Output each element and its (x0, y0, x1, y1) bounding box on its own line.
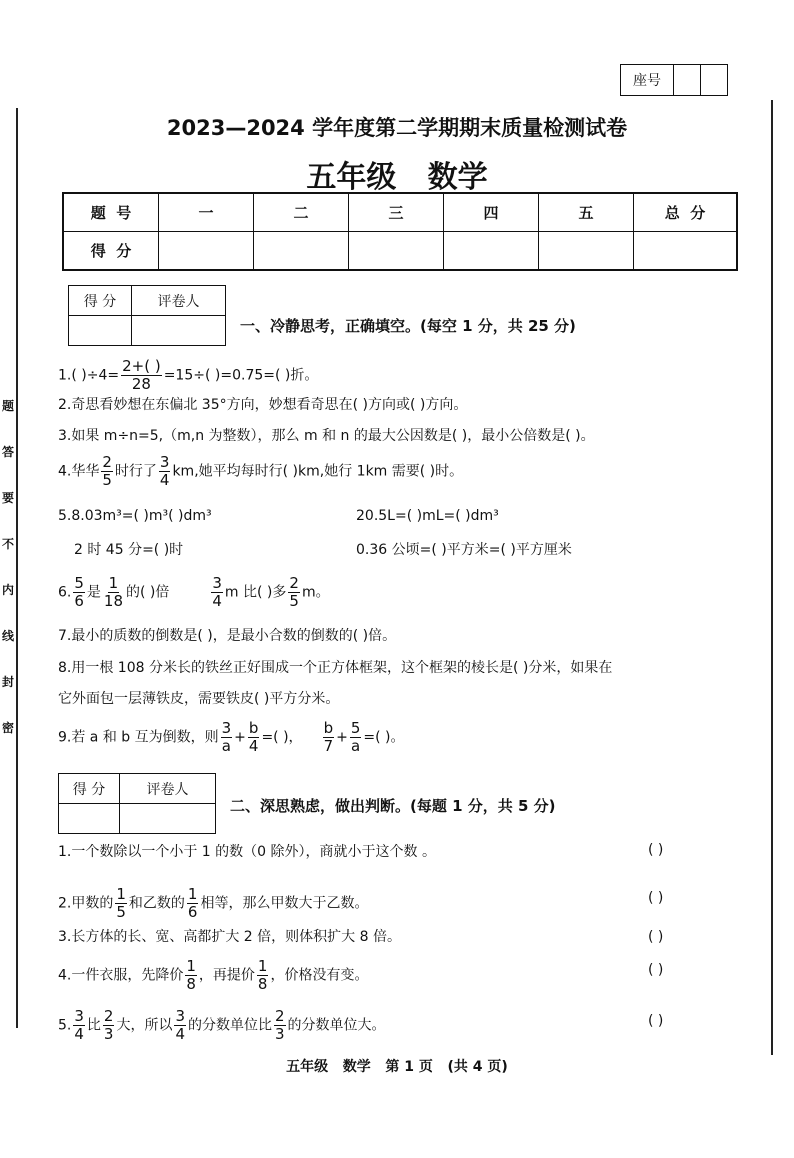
binding-line-left (16, 108, 18, 1028)
grader-name-cell[interactable] (132, 316, 226, 346)
score-cell[interactable] (444, 232, 539, 271)
answer-paren-2-1[interactable]: ( ) (648, 842, 664, 858)
question-1-1: 1.( )÷4= $\frac{2+( )}{28}$ =15÷( )=0.75=( )折。 (58, 357, 319, 393)
question-1-3: 3.如果 m÷n=5,（m,n 为整数），那么 m 和 n 的最大公因数是( )，最小公倍数是( )。 (58, 428, 595, 444)
question-2-1: 1.一个数除以一个小于 1 的数（0 除外），商就小于这个数 。 (58, 844, 436, 860)
grader-box-1 (68, 285, 226, 346)
page-footer: 五年级 数学 第 1 页 (共 4 页) (286, 1059, 508, 1075)
grader-box-2 (58, 773, 216, 834)
answer-paren-2-4[interactable]: ( ) (648, 962, 664, 978)
question-1-5b-right: 0.36 公顷=( )平方米=( )平方厘米 (356, 542, 572, 558)
score-header-3: 三 (349, 193, 444, 232)
section1-heading: 一、冷静思考，正确填空。(每空 1 分，共 25 分) (240, 317, 576, 335)
seat-label: 座号 (621, 65, 674, 95)
grader-name-label: 评卷人 (120, 774, 216, 804)
score-row-label: 得 分 (63, 232, 159, 271)
score-cell[interactable] (539, 232, 634, 271)
score-header-total: 总 分 (634, 193, 738, 232)
score-cell[interactable] (634, 232, 738, 271)
score-header-5: 五 (539, 193, 634, 232)
question-1-5a-left: 5.8.03m³=( )m³( )dm³ (58, 508, 212, 524)
question-2-2: 2.甲数的 $\frac{1}{5}$ 和乙数的 $\frac{1}{6}$ 相等，那么甲数大于乙数。 (58, 885, 369, 921)
score-header-1: 一 (159, 193, 254, 232)
exam-subtitle: 五年级 数学 (306, 160, 488, 195)
score-table (62, 192, 738, 271)
section2-heading: 二、深思熟虑，做出判断。(每题 1 分，共 5 分) (230, 797, 556, 815)
question-1-2: 2.奇思看妙想在东偏北 35°方向，妙想看奇思在( )方向或( )方向。 (58, 397, 468, 413)
grader-name-cell[interactable] (120, 804, 216, 834)
binding-line-right (771, 100, 773, 1055)
question-2-3: 3.长方体的长、宽、高都扩大 2 倍，则体积扩大 8 倍。 (58, 929, 401, 945)
grader-score-cell[interactable] (69, 316, 132, 346)
answer-paren-2-2[interactable]: ( ) (648, 890, 664, 906)
question-1-5b-left: 2 时 45 分=( )时 (74, 542, 184, 558)
exam-title: 2023—2024 学年度第二学期期末质量检测试卷 (166, 116, 628, 140)
grader-score-cell[interactable] (59, 804, 120, 834)
score-header-4: 四 (444, 193, 539, 232)
question-1-4: 4.华华 $\frac{2}{5}$ 时行了 $\frac{3}{4}$ km,她平均每时行( )km,她行 1km 需要( )时。 (58, 453, 464, 489)
score-cell[interactable] (349, 232, 444, 271)
score-cell[interactable] (159, 232, 254, 271)
answer-paren-2-5[interactable]: ( ) (648, 1013, 664, 1029)
question-2-4: 4.一件衣服，先降价 $\frac{1}{8}$ ，再提价 $\frac{1}{8}$ ，价格没有变。 (58, 957, 369, 993)
question-1-5a-right: 20.5L=( )mL=( )dm³ (356, 508, 499, 524)
seat-number-box[interactable] (620, 64, 728, 96)
score-header-number: 题 号 (63, 193, 159, 232)
score-cell[interactable] (254, 232, 349, 271)
question-1-7: 7.最小的质数的倒数是( )，是最小合数的倒数的( )倍。 (58, 628, 397, 644)
seat-cell-1[interactable] (674, 65, 701, 95)
grader-score-label: 得 分 (59, 774, 120, 804)
question-1-9: 9.若 a 和 b 互为倒数，则 $\frac{3}{a}$ + $\frac{b}{4}$ =( )， $\frac{b}{7}$ + $\frac{5}{a}$ =( )。 (58, 719, 405, 755)
question-1-6: 6. $\frac{5}{6}$ 是 $\frac{1}{18}$ 的( )倍 $\frac{3}{4}$ m 比( )多 $\frac{2}{5}$ m。 (58, 574, 330, 610)
seat-cell-2[interactable] (701, 65, 727, 95)
binding-warning-text: 题 答 要 不 内 线 封 密 (1, 399, 14, 735)
grader-score-label: 得 分 (69, 286, 132, 316)
question-2-5: 5. $\frac{3}{4}$ 比 $\frac{2}{3}$ 大，所以 $\frac{3}{4}$ 的分数单位比 $\frac{2}{3}$ 的分数单位大。 (58, 1007, 386, 1043)
question-1-8b: 它外面包一层薄铁皮，需要铁皮( )平方分米。 (58, 691, 340, 707)
grader-name-label: 评卷人 (132, 286, 226, 316)
score-header-2: 二 (254, 193, 349, 232)
answer-paren-2-3[interactable]: ( ) (648, 929, 664, 945)
question-1-8a: 8.用一根 108 分米长的铁丝正好围成一个正方体框架，这个框架的棱长是( )分米，如果在 (58, 660, 613, 676)
